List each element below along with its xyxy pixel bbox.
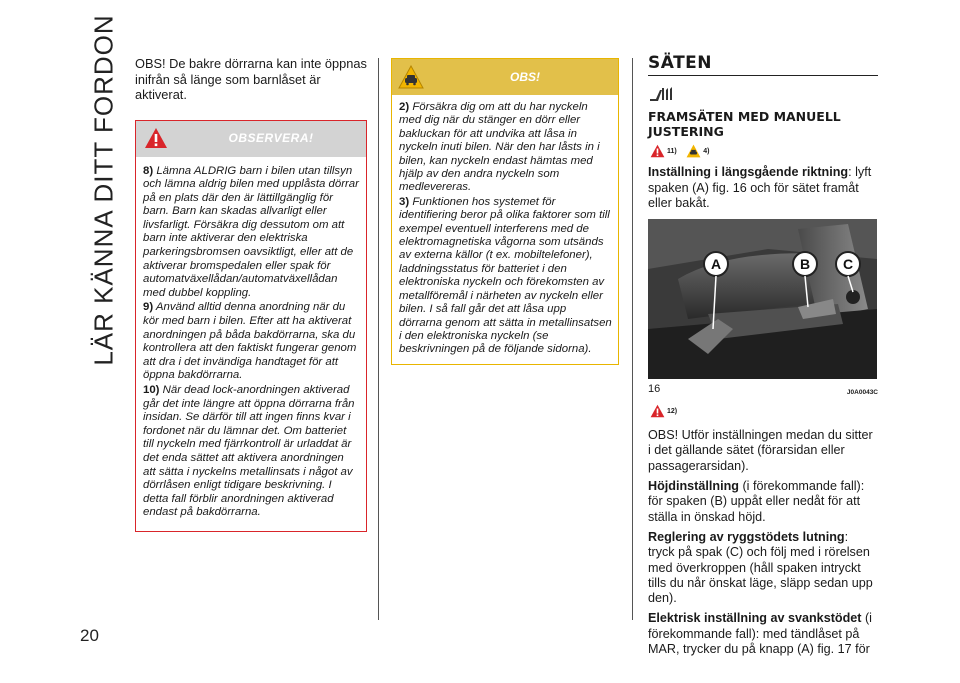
figure-code: J0A0043C xyxy=(846,389,878,397)
car-caution-icon xyxy=(686,144,701,158)
note-header xyxy=(392,59,618,95)
column-divider xyxy=(378,58,379,620)
note-item: 2) Försäkra dig om att du har nyckeln med dig när du stänger en dörr eller bakluckan för att undvika att låsa in nyckeln inuti bilen. När den har låsts in i bilen, kan nyckeln endast hämtas med hjälp av den andra nyckeln som medlevereras. xyxy=(399,101,600,194)
figure-label-c: C xyxy=(842,256,854,273)
column-1 xyxy=(135,56,367,532)
side-title: LÄR KÄNNA DITT FORDON xyxy=(88,14,119,366)
note-box xyxy=(391,58,619,365)
warning-list xyxy=(136,157,366,531)
intro-text: OBS! De bakre dörrarna kan inte öppnas inifrån så länge som barnlåset är aktiverat. xyxy=(135,56,367,102)
paragraph-note: OBS! Utför inställningen medan du sitter i det gällande sätet (förarsidan eller passagerarsidan). xyxy=(648,428,873,473)
column-2 xyxy=(391,58,619,365)
paragraph-longitudinal: Inställning i längsgående riktning: lyft spaken (A) fig. 16 och för sätet framåt eller bakåt. xyxy=(648,165,872,210)
figure-label-a: A xyxy=(710,256,722,273)
seat-illustration xyxy=(648,219,877,379)
figure-caption xyxy=(648,382,878,396)
seat-figure xyxy=(648,219,877,379)
warning-triangle-icon xyxy=(650,404,665,418)
column-3 xyxy=(648,53,878,662)
paragraph-height: Höjdinställning (i förekommande fall): för spaken (B) uppåt eller nedåt för att ställa in önskad höjd. xyxy=(648,479,865,524)
reference-row xyxy=(650,144,878,162)
warning-item: 9) Använd alltid denna anordning när du kör med barn i bilen. Efter att ha aktiverat anordningen på båda bakdörrarna, ska du kontrollera att den faktiskt fungerar genom att dra i det invändiga handtaget för att öppna bakdörrarna. xyxy=(143,301,357,382)
note-title: OBS! xyxy=(510,70,540,84)
column-divider xyxy=(632,58,633,620)
figure-label-b: B xyxy=(799,256,811,273)
figure-number: 16 xyxy=(648,383,661,396)
section-heading: SÄTEN xyxy=(648,56,878,76)
reference-12: 12) xyxy=(667,408,678,416)
reference-row-2 xyxy=(650,404,878,418)
warning-header xyxy=(136,121,366,157)
seat-icon xyxy=(648,85,674,103)
note-item: 3) Funktionen hos systemet för identifiering beror på olika faktorer som till exempel eventuell interferens med de elektromagnetiska vågorna som utsänds av externa källor (t ex. mobiltelefoner), laddningsstatus för batteriet i den elektroniska nyckeln och förekomsten av metallföremål i närheten av nyckeln eller bilen. I så fall går det att låsa upp dörrarna genom att sätta in metallinsatsen i den elektroniska nyckeln (se beskrivningen på de följande sidorna). xyxy=(399,195,612,356)
warning-item: 10) När dead lock-anordningen aktiverad går det inte längre att öppna dörrarna från insidan. Se därför till att ingen finns kvar i fordonet när du lämnar det. Om batteriet till nyckeln med fjärrkontroll är urladdat är det enda sättet att aktivera anordningen att sätta i nyckelns metallinsats i något av dörrlåsen enligt tidigare beskrivning. I detta fall förblir anordningen aktiverad endast på bakdörrarna. xyxy=(143,384,355,519)
page-number: 20 xyxy=(80,626,99,645)
reference-11: 11) xyxy=(667,148,677,156)
warning-title: OBSERVERA! xyxy=(228,130,314,145)
warning-box xyxy=(135,120,367,532)
reference-4: 4) xyxy=(703,148,710,156)
warning-item: 8) Lämna ALDRIG barn i bilen utan tillsyn och lämna aldrig bilen med upplåsta dörrar på en plats där den är lättillgänglig för barn. Barn kan skadas allvarligt eller livsfarligt. Försäkra dig dessutom om att barn inte aktiverar den elektriska parkeringsbromsen oavsiktligt, eller att de aktiverar bromspedalen eller spak för automatväxellådan/automatväxellådan med dubbel koppling. xyxy=(143,164,359,299)
paragraph-backrest: Reglering av ryggstödets lutning: tryck på spak (C) och följ med i rörelsen med överkroppen (håll spaken intryckt tills du når önskat läge, släpp sedan upp den). xyxy=(648,529,873,606)
note-list xyxy=(392,95,618,364)
warning-triangle-icon xyxy=(650,144,665,158)
paragraph-lumbar: Elektrisk inställning av svankstödet (i förekommande fall): med tändlåset på MAR, trycker du på knapp (A) fig. 17 för xyxy=(648,611,872,657)
subsection-heading: FRAMSÄTEN MED MANUELL JUSTERING xyxy=(648,109,841,140)
